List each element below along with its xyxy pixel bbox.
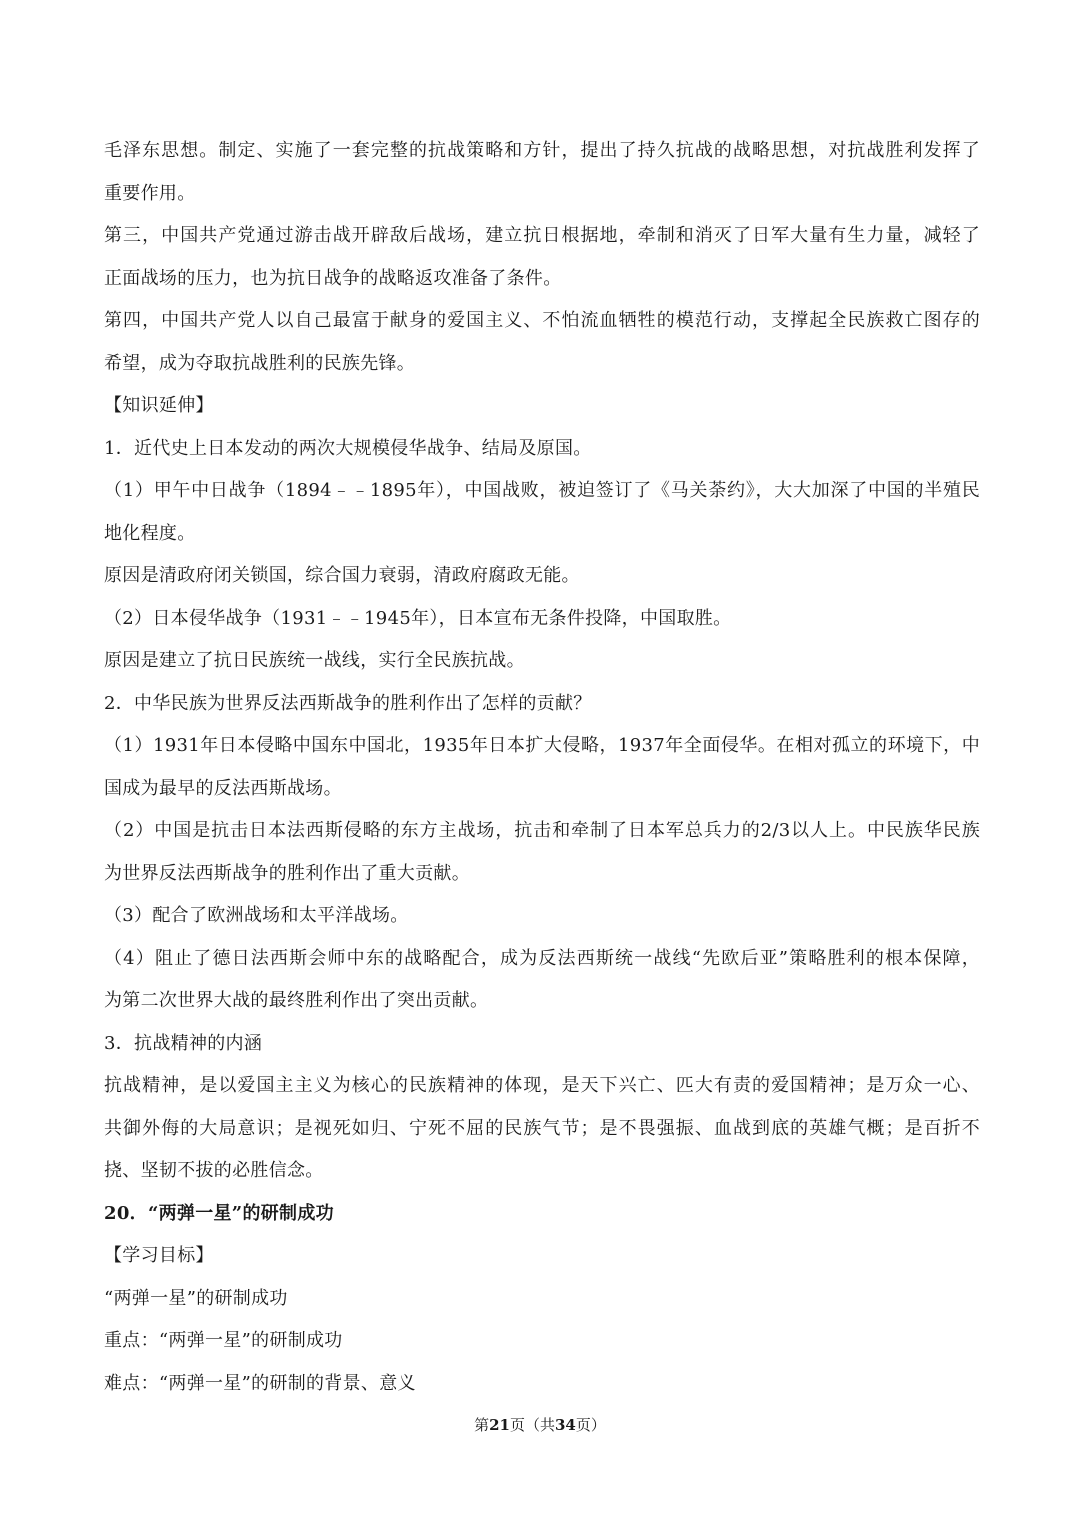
text-line: 难点：“两弹一星”的研制的背景、意义 (104, 1372, 416, 1394)
page-footer (0, 1414, 1080, 1435)
page-number: 21 (489, 1416, 510, 1434)
text-line: （2）日本侵华战争（1931﹣﹣1945年），日本宣布无条件投降，中国取胜。 (104, 607, 732, 629)
text-line: （1）甲午中日战争（1894﹣﹣1895年），中国战败，被迫签订了《马关荼约》，大大加深了中国的半殖民 (104, 480, 980, 501)
text-line: 国成为最早的反法西斯战场。 (104, 777, 342, 799)
text-line: 抗战精神，是以爱国主主义为核心的民族精神的体现，是天下兴亡、匹大有责的爱国精神；是万众一心、 (104, 1075, 980, 1096)
section-heading: 【学习目标】 (104, 1245, 214, 1266)
text-line: 1．近代史上日本发动的两次大规模侵华战争、结局及原国。 (104, 437, 592, 459)
text-line: 挠、坚韧不拔的必胜信念。 (104, 1160, 324, 1181)
text-line: 第四，中国共产党人以自己最富于献身的爱国主义、不怕流血牺牲的模范行动，支撑起全民族救亡图存的 (104, 310, 980, 331)
text-line: 为世界反法西斯战争的胜利作出了重大贡献。 (104, 862, 470, 884)
text-line: 希望，成为夺取抗战胜利的民族先锋。 (104, 352, 416, 374)
text-line: 重要作用。 (104, 182, 196, 204)
text-line: “两弹一星”的研制成功 (104, 1287, 288, 1309)
text-line: 3．抗战精神的内涵 (104, 1032, 263, 1054)
text-line: 原因是清政府闭关锁国，综合国力衰弱，清政府腐政无能。 (104, 565, 580, 586)
text-line: 地化程度。 (104, 522, 196, 544)
text-line: 2．中华民族为世界反法西斯战争的胜利作出了怎样的贡献？ (104, 692, 592, 714)
text-line: 为第二次世界大战的最终胜利作出了突出贡献。 (104, 990, 489, 1011)
text-line: 共御外侮的大局意识；是视死如归、宁死不屈的民族气节；是不畏强振、血战到底的英雄气概；是百折不 (104, 1117, 980, 1139)
text-line: （4）阻止了德日法西斯会师中东的战略配合，成为反法西斯统一战线“先欧后亚”策略胜利的根本保障， (104, 947, 980, 969)
text-line: 第三，中国共产党通过游击战开辟敌后战场，建立抗日根据地，牵制和消灭了日军大量有生力量，减轻了 (104, 225, 980, 246)
text-line: （1）1931年日本侵略中国东中国北，1935年日本扩大侵略，1937年全面侵华。在相对孤立的环境下，中 (104, 735, 980, 756)
text-line: 正面战场的压力，也为抗日战争的战略返攻准备了条件。 (104, 267, 562, 289)
text-line: 毛泽东思想。制定、实施了一套完整的抗战策略和方针，提出了持久抗战的战略思想，对抗战胜利发挥了 (104, 140, 980, 161)
text-line: 原因是建立了抗日民族统一战线，实行全民族抗战。 (104, 650, 525, 671)
footer-middle: 页（共 (509, 1416, 555, 1434)
footer-prefix: 第 (474, 1416, 490, 1434)
total-pages: 34 (555, 1416, 576, 1434)
page-body (104, 130, 980, 1405)
footer-suffix: 页） (575, 1416, 606, 1434)
section-heading: 【知识延伸】 (104, 395, 214, 416)
text-line: （2）中国是抗击日本法西斯侵略的东方主战场，抗击和牵制了日本军总兵力的2/3以人上。中民族华民族 (104, 820, 980, 841)
text-line: （3）配合了欧洲战场和太平洋战场。 (104, 905, 409, 926)
chapter-title: 20．“两弹一星”的研制成功 (104, 1202, 334, 1224)
text-line: 重点：“两弹一星”的研制成功 (104, 1330, 343, 1351)
